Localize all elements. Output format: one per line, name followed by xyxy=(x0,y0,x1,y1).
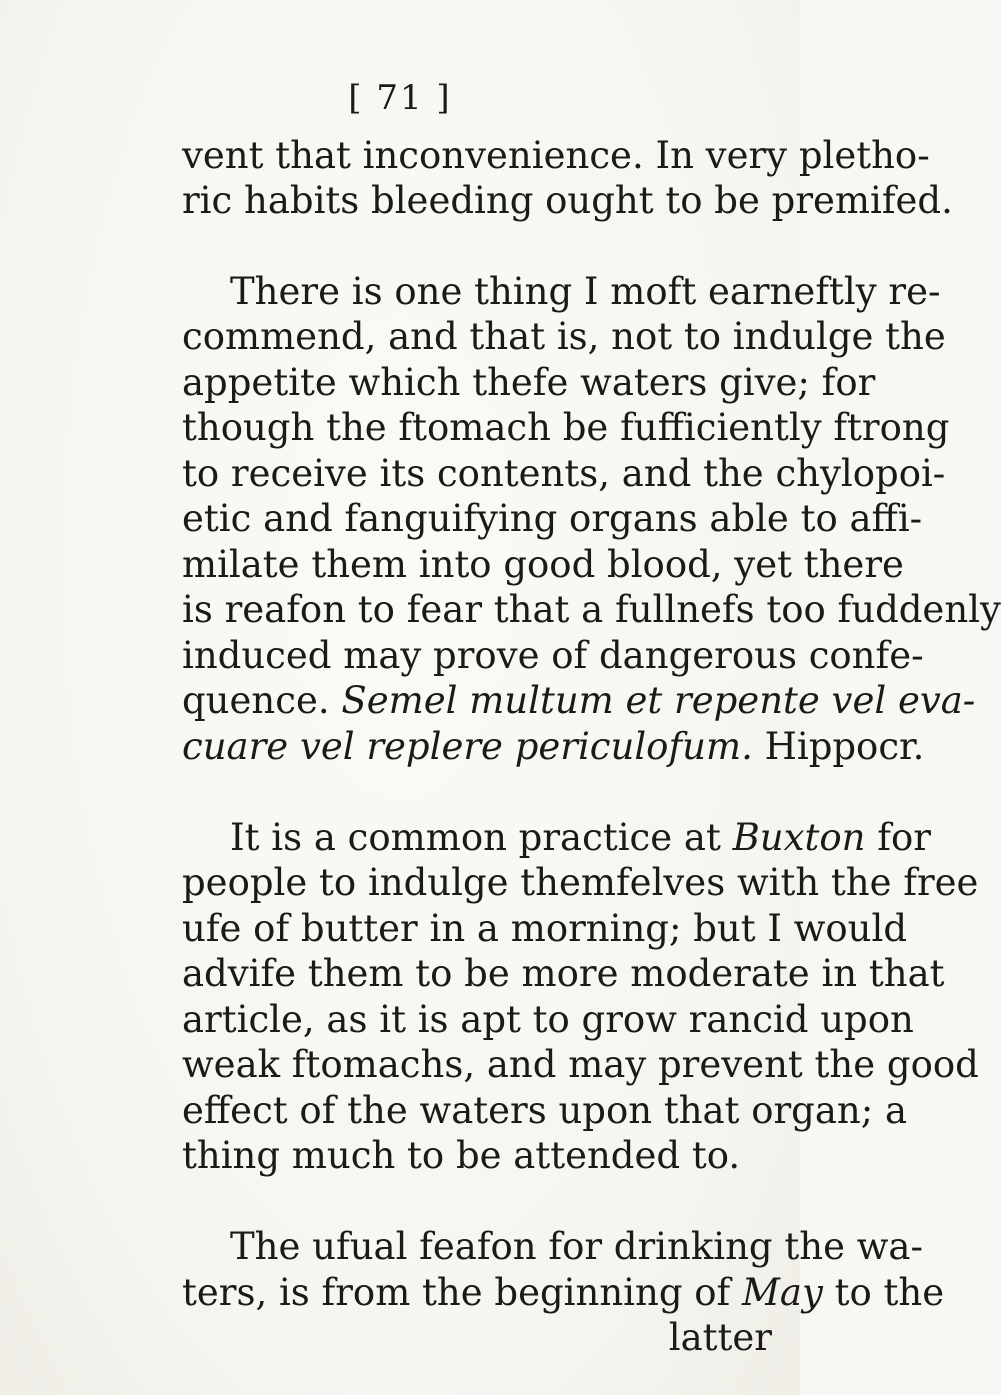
text-line: vent that inconvenience. In very pletho- xyxy=(182,134,930,177)
latin-quote: cuare vel replere periculofum. xyxy=(182,725,753,768)
place-name: Buxton xyxy=(732,816,866,859)
text-line: appetite which thefe waters give; for xyxy=(182,361,876,404)
text-line: etic and fanguifying organs able to affi- xyxy=(182,497,923,540)
text-line xyxy=(182,678,976,724)
text-run: quence. xyxy=(182,679,342,722)
attribution: Hippocr. xyxy=(752,725,925,768)
text-line: article, as it is apt to grow rancid upon xyxy=(182,998,914,1041)
text-line xyxy=(182,1270,945,1316)
text-run: for xyxy=(865,816,931,859)
text-line xyxy=(182,724,925,770)
text-line: induced may prove of dangerous confe- xyxy=(182,634,924,677)
month-name: May xyxy=(742,1271,823,1314)
text-line: though the ftomach be fufficiently ftrong xyxy=(182,406,950,449)
text-line: is reafon to fear that a fullnefs too fuddenly xyxy=(182,588,1001,631)
text-line: to receive its contents, and the chylopoi- xyxy=(182,452,946,495)
text-line: effect of the waters upon that organ; a xyxy=(182,1089,908,1132)
text-line: thing much to be attended to. xyxy=(182,1134,741,1177)
text-line: weak ftomachs, and may prevent the good xyxy=(182,1043,979,1086)
text-line: ric habits bleeding ought to be premifed. xyxy=(182,179,953,222)
text-line: The ufual feafon for drinking the wa- xyxy=(230,1225,923,1268)
text-line: There is one thing I moft earneftly re- xyxy=(230,270,941,313)
text-line: ufe of butter in a morning; but I would xyxy=(182,907,908,950)
page-number: [ 71 ] xyxy=(348,78,452,118)
text-line xyxy=(182,815,931,861)
text-run: It is a common practice at xyxy=(230,816,733,859)
text-line: advife them to be more moderate in that xyxy=(182,952,945,995)
catchword: latter xyxy=(668,1316,772,1359)
text-line: milate them into good blood, yet there xyxy=(182,543,904,586)
text-line: people to indulge themfelves with the free xyxy=(182,861,979,904)
text-run: ters, is from the beginning of xyxy=(182,1271,743,1314)
text-run: to the xyxy=(822,1271,945,1314)
latin-quote: Semel multum et repente vel eva- xyxy=(341,679,976,722)
text-line: commend, and that is, not to indulge the xyxy=(182,315,946,358)
